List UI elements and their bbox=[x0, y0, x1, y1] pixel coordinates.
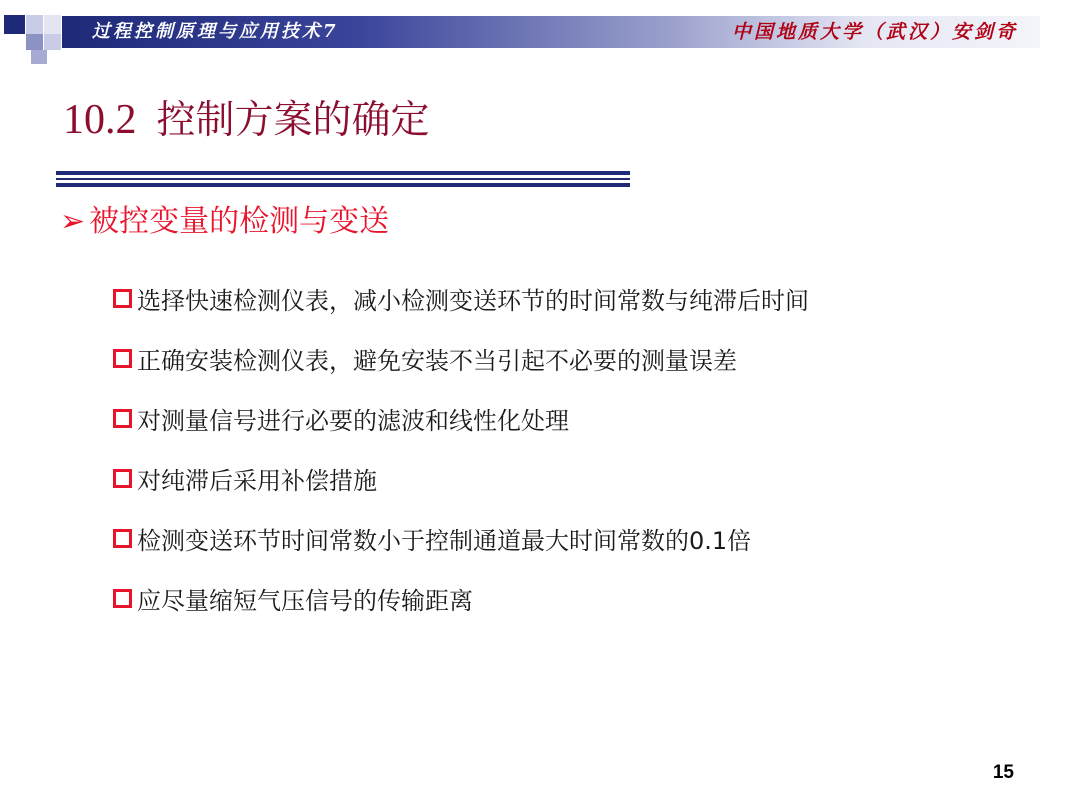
list-item bbox=[113, 508, 809, 568]
page-number: 15 bbox=[992, 762, 1014, 783]
list-item bbox=[113, 328, 809, 388]
title-text: 控制方案的确定 bbox=[156, 98, 430, 143]
decor-square bbox=[44, 15, 61, 34]
decor-square bbox=[31, 50, 47, 64]
course-title: 过程控制原理与应用技术7 bbox=[92, 21, 339, 42]
square-bullet-icon bbox=[113, 289, 132, 308]
author-affiliation: 中国地质大学（武汉）安剑奇 bbox=[731, 21, 1018, 43]
list-item-text: 检测变送环节时间常数小于控制通道最大时间常数的0.1倍 bbox=[137, 526, 752, 555]
heading-text: 被控变量的检测与变送 bbox=[89, 204, 390, 239]
square-bullet-icon bbox=[113, 349, 132, 368]
list-item bbox=[113, 568, 809, 628]
square-bullet-icon bbox=[113, 589, 132, 608]
section-number: 10.2 bbox=[63, 97, 137, 143]
list-item-text: 选择快速检测仪表，减小检测变送环节的时间常数与纯滞后时间 bbox=[137, 286, 809, 315]
list-item-text: 正确安装检测仪表，避免安装不当引起不必要的测量误差 bbox=[137, 346, 737, 375]
list-item bbox=[113, 448, 809, 508]
square-bullet-icon bbox=[113, 409, 132, 428]
decor-square bbox=[26, 15, 43, 34]
arrow-bullet-icon: ➢ bbox=[60, 204, 86, 239]
title-divider bbox=[56, 183, 630, 187]
list-item-text: 对测量信号进行必要的滤波和线性化处理 bbox=[137, 406, 569, 435]
square-bullet-icon bbox=[113, 469, 132, 488]
list-item bbox=[113, 268, 809, 328]
slide-title bbox=[63, 92, 430, 149]
decor-square bbox=[4, 15, 25, 34]
list-item bbox=[113, 388, 809, 448]
square-bullet-icon bbox=[113, 529, 132, 548]
bullet-list bbox=[113, 268, 809, 628]
decor-square bbox=[44, 34, 61, 50]
list-item-text: 对纯滞后采用补偿措施 bbox=[137, 466, 377, 495]
title-divider bbox=[56, 171, 630, 175]
list-item-text: 应尽量缩短气压信号的传输距离 bbox=[137, 586, 473, 615]
section-heading bbox=[60, 200, 389, 244]
title-divider bbox=[56, 178, 630, 180]
decor-square bbox=[26, 34, 43, 50]
